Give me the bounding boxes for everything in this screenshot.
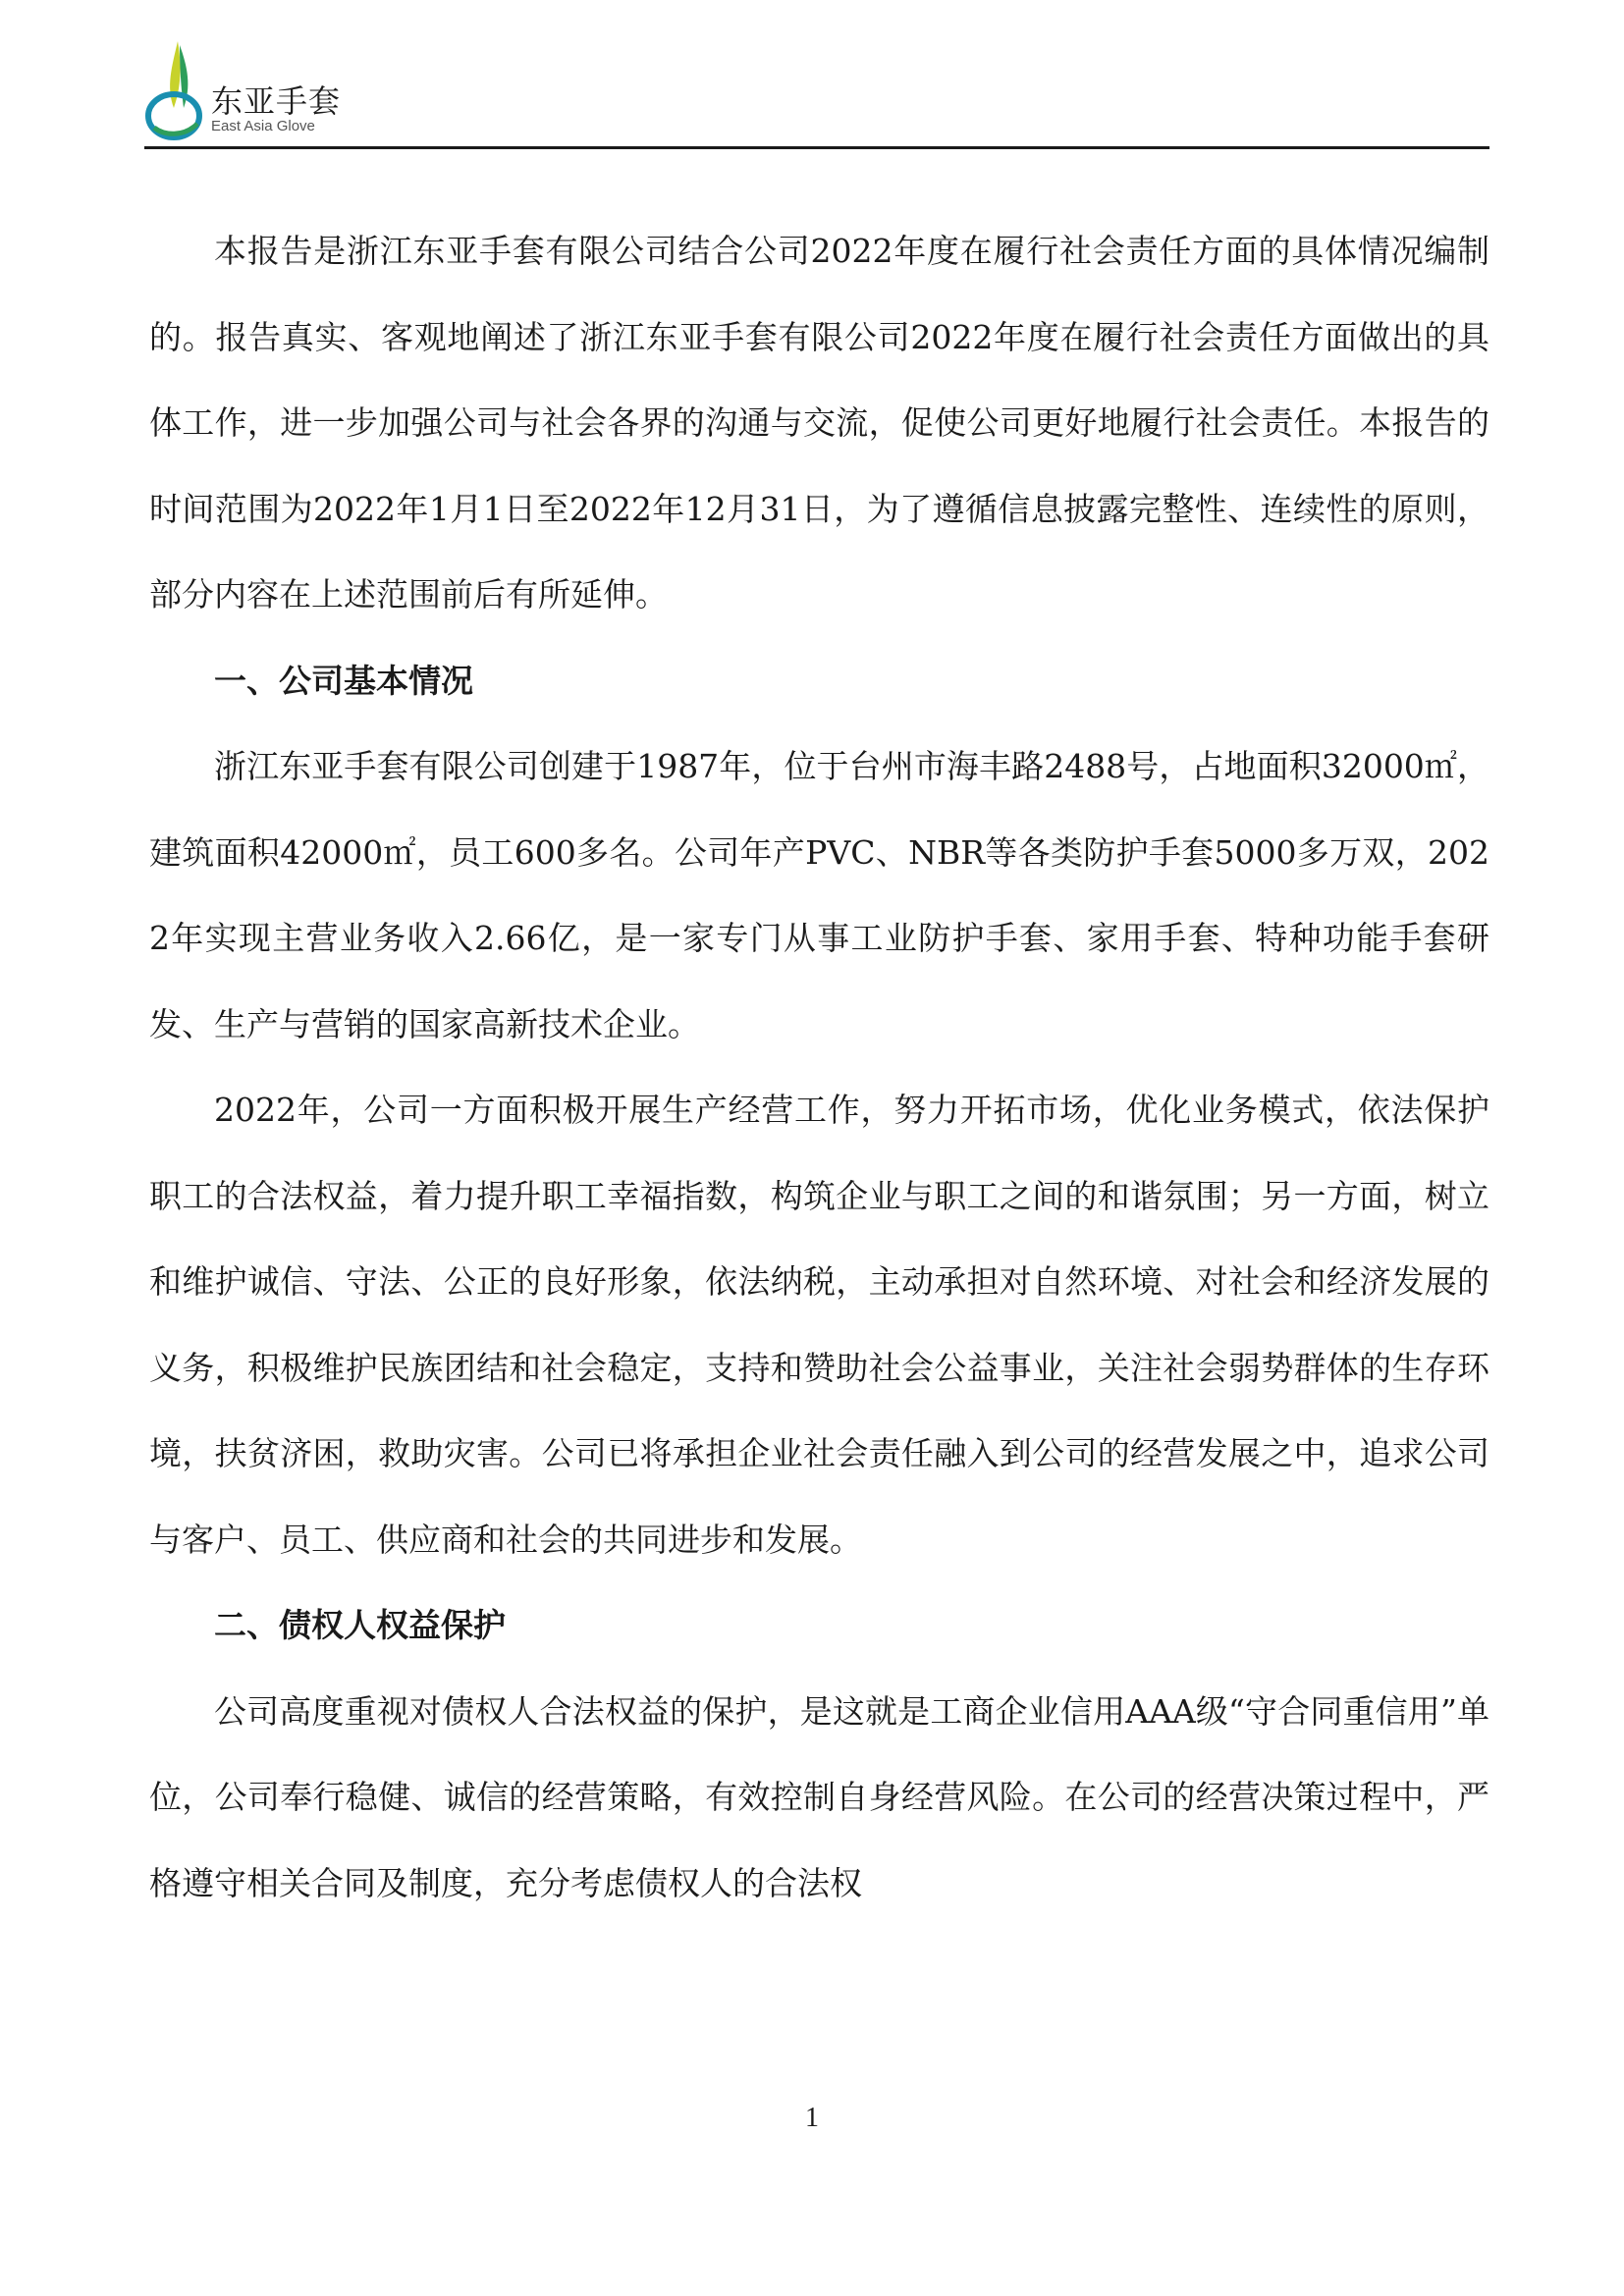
report-body — [149, 208, 1489, 1926]
company-logo — [144, 37, 380, 145]
creditor-protection-paragraph: 公司高度重视对债权人合法权益的保护，是这就是工商企业信用AAA级“守合同重信用”单位，公司奉行稳健、诚信的经营策略，有效控制自身经营风险。在公司的经营决策过程中，严格遵守相关合同及制度，充分考虑债权人的合法权 — [149, 1691, 1489, 1902]
east-asia-glove-logo-icon — [144, 37, 207, 143]
company-overview-paragraph-2: 2022年，公司一方面积极开展生产经营工作，努力开拓市场，优化业务模式，依法保护职工的合法权益，着力提升职工幸福指数，构筑企业与职工之间的和谐氛围；另一方面，树立和维护诚信、守法、公正的良好形象，依法纳税，主动承担对自然环境、对社会和经济发展的义务，积极维护民族团结和社会稳定，支持和赞助社会公益事业，关注社会弱势群体的生存环境，扶贫济困，救助灾害。公司已将承担企业社会责任融入到公司的经营发展之中，追求公司与客户、员工、供应商和社会的共同进步和发展。 — [149, 1091, 1489, 1559]
page-header — [144, 37, 1489, 149]
section-heading-creditor-protection: 二、债权人权益保护 — [214, 1606, 506, 1644]
company-overview-paragraph-1: 浙江东亚手套有限公司创建于1987年，位于台州市海丰路2488号，占地面积32000㎡，建筑面积42000㎡，员工600多名。公司年产PVC、NBR等各类防护手套5000多万双，2022年实现主营业务收入2.66亿，是一家专门从事工业防护手套、家用手套、特种功能手套研发、生产与营销的国家高新技术企业。 — [149, 747, 1489, 1043]
section-heading-company-overview: 一、公司基本情况 — [214, 661, 473, 700]
brand-name-english: East Asia Glove — [211, 118, 315, 134]
intro-paragraph: 本报告是浙江东亚手套有限公司结合公司2022年度在履行社会责任方面的具体情况编制的。报告真实、客观地阐述了浙江东亚手套有限公司2022年度在履行社会责任方面做出的具体工作，进一步加强公司与社会各界的沟通与交流，促使公司更好地履行社会责任。本报告的时间范围为2022年1月1日至2022年12月31日，为了遵循信息披露完整性、连续性的原则，部分内容在上述范围前后有所延伸。 — [149, 232, 1489, 614]
page-number: 1 — [805, 2103, 819, 2133]
header-divider — [144, 146, 1489, 149]
brand-name-chinese: 东亚手套 — [211, 82, 342, 120]
